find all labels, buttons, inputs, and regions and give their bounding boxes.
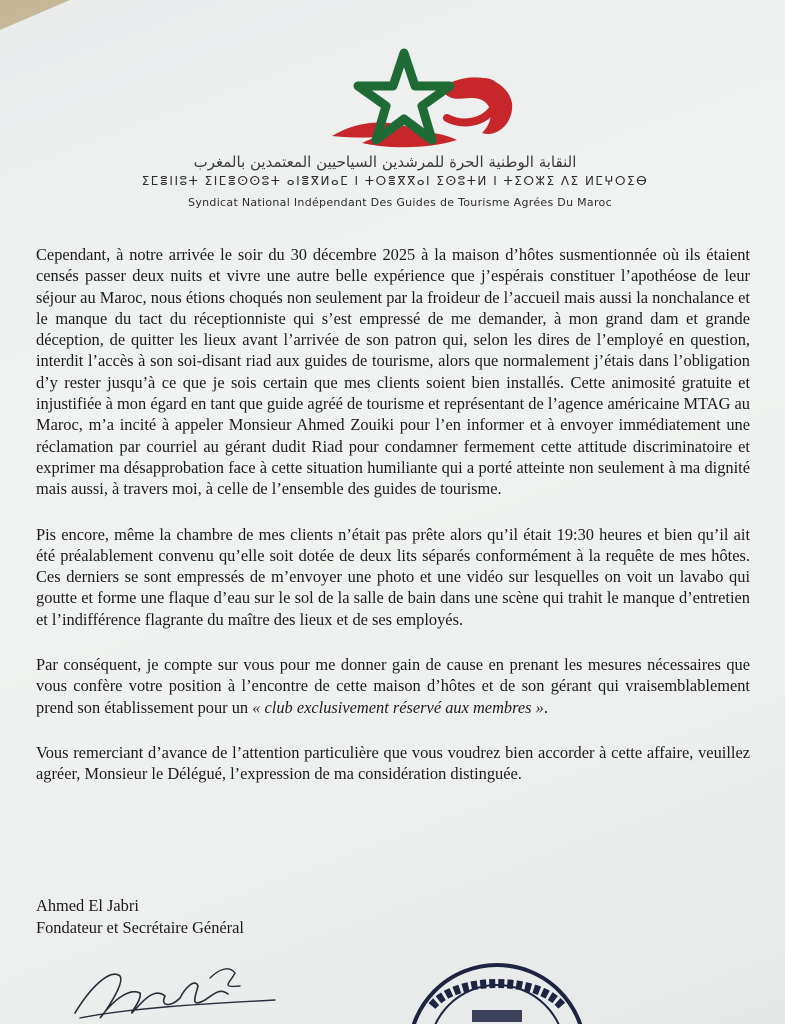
signer-title: Fondateur et Secrétaire Général [36,918,244,937]
signer-name: Ahmed El Jabri [36,896,139,915]
paragraph-3-quote: « club exclusivement réservé aux membres » [252,697,544,717]
paragraph-2: Pis encore, même la chambre de mes clients n’était pas prête alors qu’il était 19:30 heures et bien qu’il ait été préalablement convenu qu’elle soit dotée de deux lits séparés conformément à la requête de mes hôtes. Ces derniers se sont empressés de m’envoyer une photo et une vidéo sur lesquelles on voit un lavabo qui goutte et forme une flaque d’eau sur le sol de la salle de bain dans une scène qui trahit le manque d’entretien et l’indifférence flagrante du maître des lieux et de ses employés. [36,524,750,629]
paragraph-1: Cependant, à notre arrivée le soir du 30 décembre 2025 à la maison d’hôtes susmentionnée où ils étaient censés passer deux nuits et vivre une autre belle expérience que j’espérais constituer l’apothéose de leur séjour au Maroc, nous étions choqués non seulement par la froideur de l’accueil mais aussi la nonchalance et le manque du tact du réceptionniste qui s’est empressé de me demander, à mon grand dam et grande déception, de quitter les lieux avant l’arrivée de son patron qui, selon les dires de l’employé en question, interdit l’accès à son soi-disant riad aux guides de tourisme, alors que normalement j’étais dans l’obligation d’y rester jusqu’à ce que je sois certain que mes clients soient bien installés. Cette animosité gratuite et injustifiée à mon égard en tant que guide agréé de tourisme et représentant de l’agence américaine MTAG au Maroc, m’a incité à appeler Monsieur Ahmed Zouiki pour l’en informer et à envoyer immédiatement une réclamation par courriel au gérant dudit Riad pour condamner fermement cette attitude discriminatoire et exprimer ma désapprobation face à cette situation humiliante qui a porté atteinte non seulement à ma dignité mais aussi, à travers moi, à celle de l’ensemble des guides de tourisme. [36,245,750,499]
organization-name-arabic: النقابة الوطنية الحرة للمرشدين السياحيين المعتمدين بالمغرب [193,153,577,171]
paragraph-3-text: Par conséquent, je compte sur vous pour me donner gain de cause en prenant les mesures nécessaires que vous confère votre position à l’encontre de cette maison d’hôtes et de son gérant qui vraisemblablement prend son établissement pour un [36,655,750,717]
paragraph-4: Vous remerciant d’avance de l’attention particulière que vous voudrez bien accorder à cette affaire, veuillez agréer, Monsieur le Délégué, l’expression de ma considération distinguée. [36,742,750,784]
signer-block [36,895,244,939]
union-logo-icon [322,48,522,158]
photo-corner-shadow [0,0,70,30]
handwritten-signature-icon [70,958,280,1024]
letter-body [36,244,750,809]
letterhead [0,40,785,220]
paragraph-3 [36,654,750,718]
official-stamp-icon [402,958,592,1024]
organization-name-french: Syndicat National Indépendant Des Guides de Tourisme Agrées Du Maroc [188,196,612,209]
organization-name-tifinagh: ⵉⵎⴻⵏⵏⵓⵜ ⵉⵏⵎⴻⵙⵙⵓⵜ ⴰⵏⴻⴳⵍⴰⵎ ⵏ ⵜⵔⴻⴳⴳⴰⵏ ⵉⵙⵓⵜⵍ ⵏ ⵜⵉⵔⵣⵉ ⴷⵉ ⵍⵎⵖⵔⵉⴱ [141,174,649,188]
paragraph-3-end: . [543,697,548,717]
